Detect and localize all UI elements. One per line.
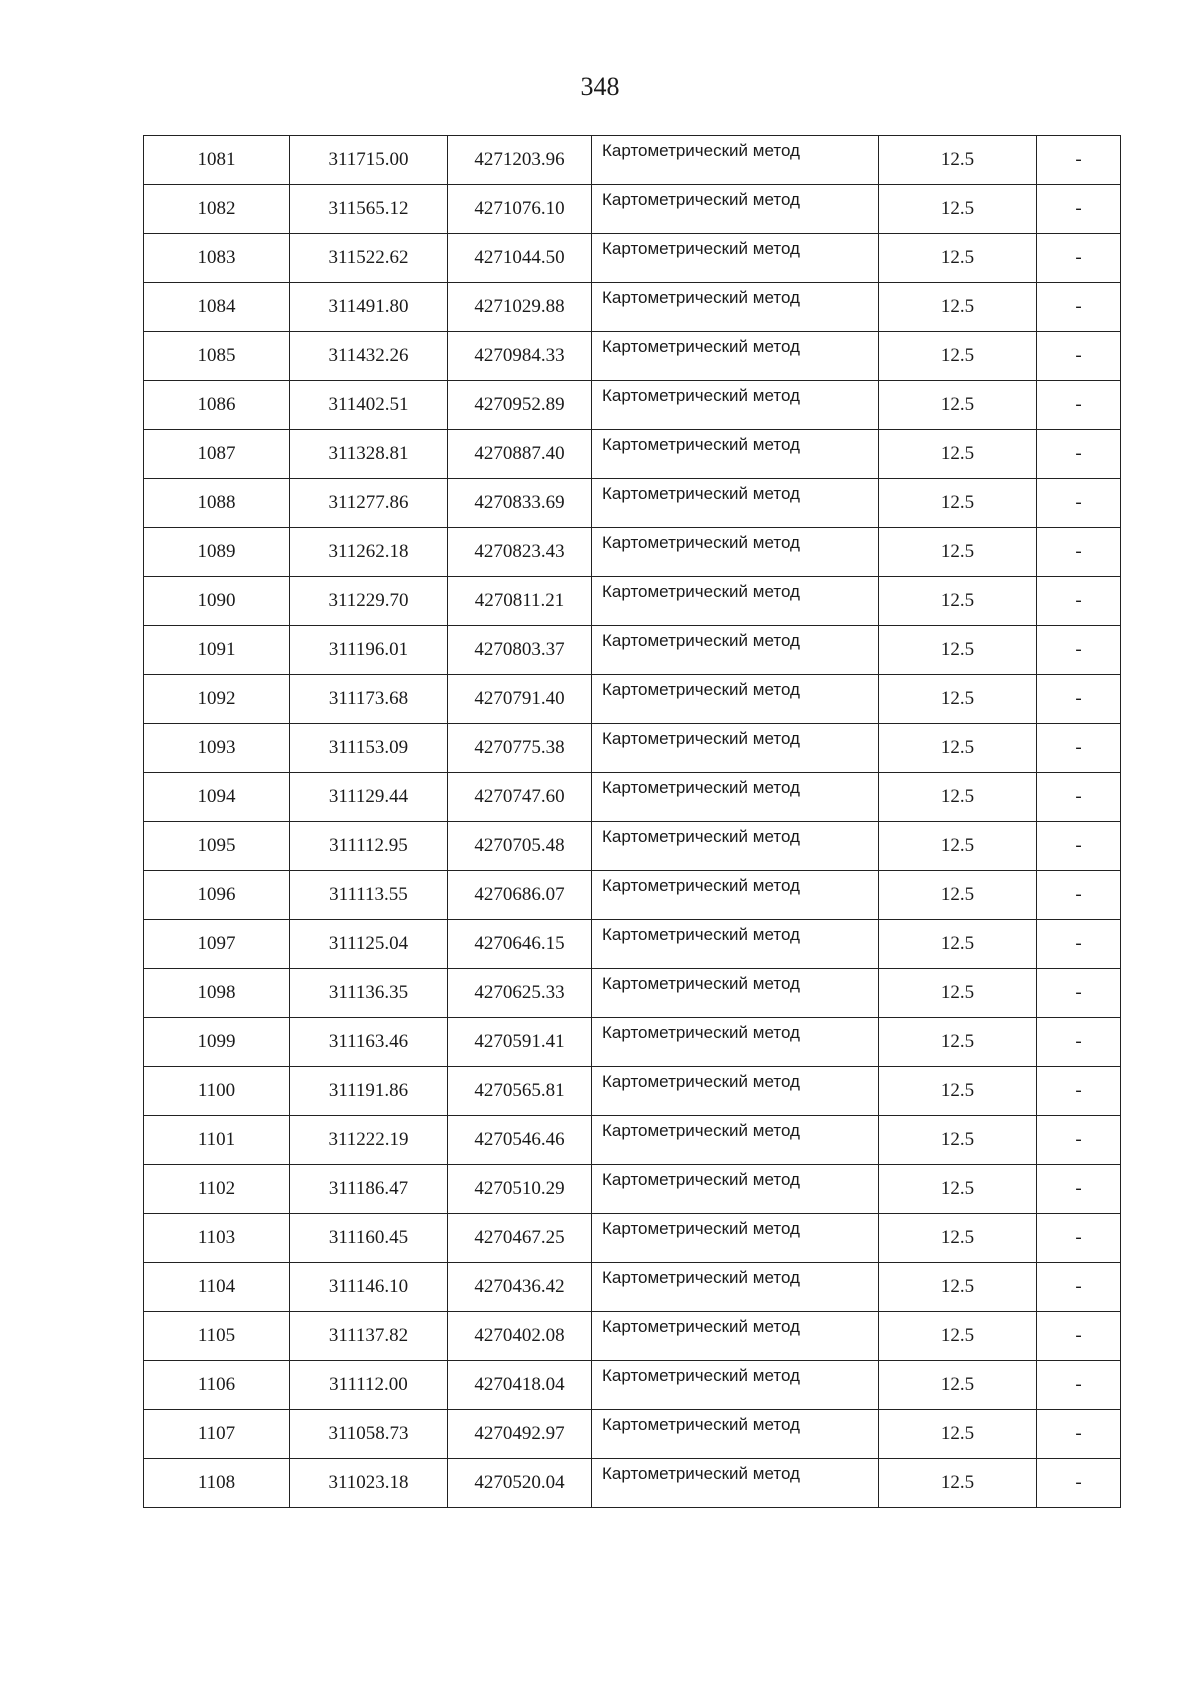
table-row (144, 1067, 1121, 1116)
table-row (144, 381, 1121, 430)
point-number-cell: 1091 (144, 626, 290, 675)
point-number-cell: 1104 (144, 1263, 290, 1312)
y-coordinate-cell: 4270705.48 (448, 822, 592, 871)
method-cell: Картометрический метод (592, 822, 879, 871)
y-coordinate-cell: 4270625.33 (448, 969, 592, 1018)
point-number-cell: 1096 (144, 871, 290, 920)
description-cell: - (1037, 1263, 1121, 1312)
x-coordinate-cell: 311277.86 (290, 479, 448, 528)
method-cell: Картометрический метод (592, 283, 879, 332)
x-coordinate-cell: 311432.26 (290, 332, 448, 381)
point-number-cell: 1102 (144, 1165, 290, 1214)
method-cell: Картометрический метод (592, 1214, 879, 1263)
accuracy-cell: 12.5 (879, 1410, 1037, 1459)
table-row (144, 871, 1121, 920)
table-row (144, 675, 1121, 724)
x-coordinate-cell: 311163.46 (290, 1018, 448, 1067)
point-number-cell: 1093 (144, 724, 290, 773)
y-coordinate-cell: 4270952.89 (448, 381, 592, 430)
table-row (144, 136, 1121, 185)
accuracy-cell: 12.5 (879, 1165, 1037, 1214)
method-cell: Картометрический метод (592, 1361, 879, 1410)
description-cell: - (1037, 234, 1121, 283)
y-coordinate-cell: 4270775.38 (448, 724, 592, 773)
point-number-cell: 1095 (144, 822, 290, 871)
method-cell: Картометрический метод (592, 479, 879, 528)
point-number-cell: 1081 (144, 136, 290, 185)
table-row (144, 1263, 1121, 1312)
method-cell: Картометрический метод (592, 1263, 879, 1312)
y-coordinate-cell: 4270747.60 (448, 773, 592, 822)
method-cell: Картометрический метод (592, 381, 879, 430)
x-coordinate-cell: 311112.00 (290, 1361, 448, 1410)
accuracy-cell: 12.5 (879, 577, 1037, 626)
description-cell: - (1037, 381, 1121, 430)
method-cell: Картометрический метод (592, 1165, 879, 1214)
table-row (144, 1361, 1121, 1410)
x-coordinate-cell: 311160.45 (290, 1214, 448, 1263)
accuracy-cell: 12.5 (879, 1312, 1037, 1361)
table-row (144, 1410, 1121, 1459)
accuracy-cell: 12.5 (879, 381, 1037, 430)
description-cell: - (1037, 920, 1121, 969)
x-coordinate-cell: 311222.19 (290, 1116, 448, 1165)
description-cell: - (1037, 185, 1121, 234)
method-cell: Картометрический метод (592, 626, 879, 675)
point-number-cell: 1092 (144, 675, 290, 724)
accuracy-cell: 12.5 (879, 1361, 1037, 1410)
description-cell: - (1037, 577, 1121, 626)
y-coordinate-cell: 4270686.07 (448, 871, 592, 920)
point-number-cell: 1100 (144, 1067, 290, 1116)
point-number-cell: 1108 (144, 1459, 290, 1508)
table-row (144, 234, 1121, 283)
y-coordinate-cell: 4270510.29 (448, 1165, 592, 1214)
description-cell: - (1037, 1116, 1121, 1165)
accuracy-cell: 12.5 (879, 528, 1037, 577)
x-coordinate-cell: 311058.73 (290, 1410, 448, 1459)
method-cell: Картометрический метод (592, 969, 879, 1018)
table-row (144, 822, 1121, 871)
description-cell: - (1037, 332, 1121, 381)
point-number-cell: 1090 (144, 577, 290, 626)
table-row (144, 1116, 1121, 1165)
description-cell: - (1037, 626, 1121, 675)
method-cell: Картометрический метод (592, 773, 879, 822)
x-coordinate-cell: 311328.81 (290, 430, 448, 479)
point-number-cell: 1082 (144, 185, 290, 234)
table-row (144, 283, 1121, 332)
x-coordinate-cell: 311173.68 (290, 675, 448, 724)
x-coordinate-cell: 311565.12 (290, 185, 448, 234)
accuracy-cell: 12.5 (879, 1459, 1037, 1508)
method-cell: Картометрический метод (592, 1410, 879, 1459)
y-coordinate-cell: 4270803.37 (448, 626, 592, 675)
point-number-cell: 1085 (144, 332, 290, 381)
y-coordinate-cell: 4270418.04 (448, 1361, 592, 1410)
y-coordinate-cell: 4270467.25 (448, 1214, 592, 1263)
y-coordinate-cell: 4270436.42 (448, 1263, 592, 1312)
description-cell: - (1037, 822, 1121, 871)
point-number-cell: 1088 (144, 479, 290, 528)
method-cell: Картометрический метод (592, 1459, 879, 1508)
y-coordinate-cell: 4270520.04 (448, 1459, 592, 1508)
description-cell: - (1037, 1165, 1121, 1214)
point-number-cell: 1083 (144, 234, 290, 283)
x-coordinate-cell: 311715.00 (290, 136, 448, 185)
description-cell: - (1037, 724, 1121, 773)
accuracy-cell: 12.5 (879, 969, 1037, 1018)
table-row (144, 332, 1121, 381)
description-cell: - (1037, 283, 1121, 332)
y-coordinate-cell: 4270546.46 (448, 1116, 592, 1165)
point-number-cell: 1094 (144, 773, 290, 822)
table-row (144, 528, 1121, 577)
method-cell: Картометрический метод (592, 185, 879, 234)
accuracy-cell: 12.5 (879, 185, 1037, 234)
point-number-cell: 1086 (144, 381, 290, 430)
method-cell: Картометрический метод (592, 1067, 879, 1116)
x-coordinate-cell: 311402.51 (290, 381, 448, 430)
method-cell: Картометрический метод (592, 430, 879, 479)
point-number-cell: 1099 (144, 1018, 290, 1067)
x-coordinate-cell: 311125.04 (290, 920, 448, 969)
description-cell: - (1037, 1067, 1121, 1116)
accuracy-cell: 12.5 (879, 871, 1037, 920)
accuracy-cell: 12.5 (879, 1116, 1037, 1165)
description-cell: - (1037, 1018, 1121, 1067)
method-cell: Картометрический метод (592, 234, 879, 283)
page-number: 348 (580, 72, 620, 101)
y-coordinate-cell: 4270402.08 (448, 1312, 592, 1361)
table-row (144, 479, 1121, 528)
description-cell: - (1037, 773, 1121, 822)
table-row (144, 430, 1121, 479)
description-cell: - (1037, 1410, 1121, 1459)
point-number-cell: 1103 (144, 1214, 290, 1263)
method-cell: Картометрический метод (592, 1312, 879, 1361)
method-cell: Картометрический метод (592, 577, 879, 626)
accuracy-cell: 12.5 (879, 136, 1037, 185)
y-coordinate-cell: 4270823.43 (448, 528, 592, 577)
description-cell: - (1037, 969, 1121, 1018)
point-number-cell: 1087 (144, 430, 290, 479)
description-cell: - (1037, 136, 1121, 185)
y-coordinate-cell: 4270791.40 (448, 675, 592, 724)
x-coordinate-cell: 311136.35 (290, 969, 448, 1018)
x-coordinate-cell: 311137.82 (290, 1312, 448, 1361)
coordinates-table (143, 135, 1121, 1508)
point-number-cell: 1098 (144, 969, 290, 1018)
description-cell: - (1037, 1312, 1121, 1361)
method-cell: Картометрический метод (592, 724, 879, 773)
method-cell: Картометрический метод (592, 1116, 879, 1165)
y-coordinate-cell: 4270984.33 (448, 332, 592, 381)
point-number-cell: 1105 (144, 1312, 290, 1361)
accuracy-cell: 12.5 (879, 1263, 1037, 1312)
table-row (144, 626, 1121, 675)
accuracy-cell: 12.5 (879, 430, 1037, 479)
accuracy-cell: 12.5 (879, 626, 1037, 675)
accuracy-cell: 12.5 (879, 283, 1037, 332)
y-coordinate-cell: 4270811.21 (448, 577, 592, 626)
y-coordinate-cell: 4270565.81 (448, 1067, 592, 1116)
x-coordinate-cell: 311023.18 (290, 1459, 448, 1508)
y-coordinate-cell: 4271044.50 (448, 234, 592, 283)
table-row (144, 1214, 1121, 1263)
accuracy-cell: 12.5 (879, 1067, 1037, 1116)
table-row (144, 969, 1121, 1018)
point-number-cell: 1106 (144, 1361, 290, 1410)
table-row (144, 773, 1121, 822)
x-coordinate-cell: 311113.55 (290, 871, 448, 920)
method-cell: Картометрический метод (592, 920, 879, 969)
x-coordinate-cell: 311112.95 (290, 822, 448, 871)
accuracy-cell: 12.5 (879, 822, 1037, 871)
table-row (144, 577, 1121, 626)
table-row (144, 724, 1121, 773)
accuracy-cell: 12.5 (879, 479, 1037, 528)
description-cell: - (1037, 675, 1121, 724)
accuracy-cell: 12.5 (879, 724, 1037, 773)
y-coordinate-cell: 4270492.97 (448, 1410, 592, 1459)
method-cell: Картометрический метод (592, 528, 879, 577)
accuracy-cell: 12.5 (879, 332, 1037, 381)
point-number-cell: 1107 (144, 1410, 290, 1459)
method-cell: Картометрический метод (592, 136, 879, 185)
y-coordinate-cell: 4271029.88 (448, 283, 592, 332)
accuracy-cell: 12.5 (879, 675, 1037, 724)
method-cell: Картометрический метод (592, 332, 879, 381)
accuracy-cell: 12.5 (879, 1018, 1037, 1067)
table-row (144, 185, 1121, 234)
table-row (144, 1459, 1121, 1508)
method-cell: Картометрический метод (592, 871, 879, 920)
x-coordinate-cell: 311146.10 (290, 1263, 448, 1312)
x-coordinate-cell: 311491.80 (290, 283, 448, 332)
description-cell: - (1037, 871, 1121, 920)
x-coordinate-cell: 311153.09 (290, 724, 448, 773)
accuracy-cell: 12.5 (879, 234, 1037, 283)
x-coordinate-cell: 311229.70 (290, 577, 448, 626)
description-cell: - (1037, 1459, 1121, 1508)
coordinates-table-body (144, 136, 1121, 1508)
point-number-cell: 1097 (144, 920, 290, 969)
point-number-cell: 1089 (144, 528, 290, 577)
x-coordinate-cell: 311191.86 (290, 1067, 448, 1116)
description-cell: - (1037, 479, 1121, 528)
x-coordinate-cell: 311129.44 (290, 773, 448, 822)
y-coordinate-cell: 4270887.40 (448, 430, 592, 479)
description-cell: - (1037, 1214, 1121, 1263)
y-coordinate-cell: 4270591.41 (448, 1018, 592, 1067)
method-cell: Картометрический метод (592, 675, 879, 724)
accuracy-cell: 12.5 (879, 1214, 1037, 1263)
table-row (144, 1312, 1121, 1361)
method-cell: Картометрический метод (592, 1018, 879, 1067)
description-cell: - (1037, 430, 1121, 479)
point-number-cell: 1101 (144, 1116, 290, 1165)
x-coordinate-cell: 311262.18 (290, 528, 448, 577)
description-cell: - (1037, 1361, 1121, 1410)
y-coordinate-cell: 4270833.69 (448, 479, 592, 528)
y-coordinate-cell: 4271203.96 (448, 136, 592, 185)
table-row (144, 1165, 1121, 1214)
table-row (144, 1018, 1121, 1067)
x-coordinate-cell: 311196.01 (290, 626, 448, 675)
accuracy-cell: 12.5 (879, 773, 1037, 822)
point-number-cell: 1084 (144, 283, 290, 332)
x-coordinate-cell: 311522.62 (290, 234, 448, 283)
x-coordinate-cell: 311186.47 (290, 1165, 448, 1214)
description-cell: - (1037, 528, 1121, 577)
y-coordinate-cell: 4270646.15 (448, 920, 592, 969)
y-coordinate-cell: 4271076.10 (448, 185, 592, 234)
accuracy-cell: 12.5 (879, 920, 1037, 969)
table-row (144, 920, 1121, 969)
